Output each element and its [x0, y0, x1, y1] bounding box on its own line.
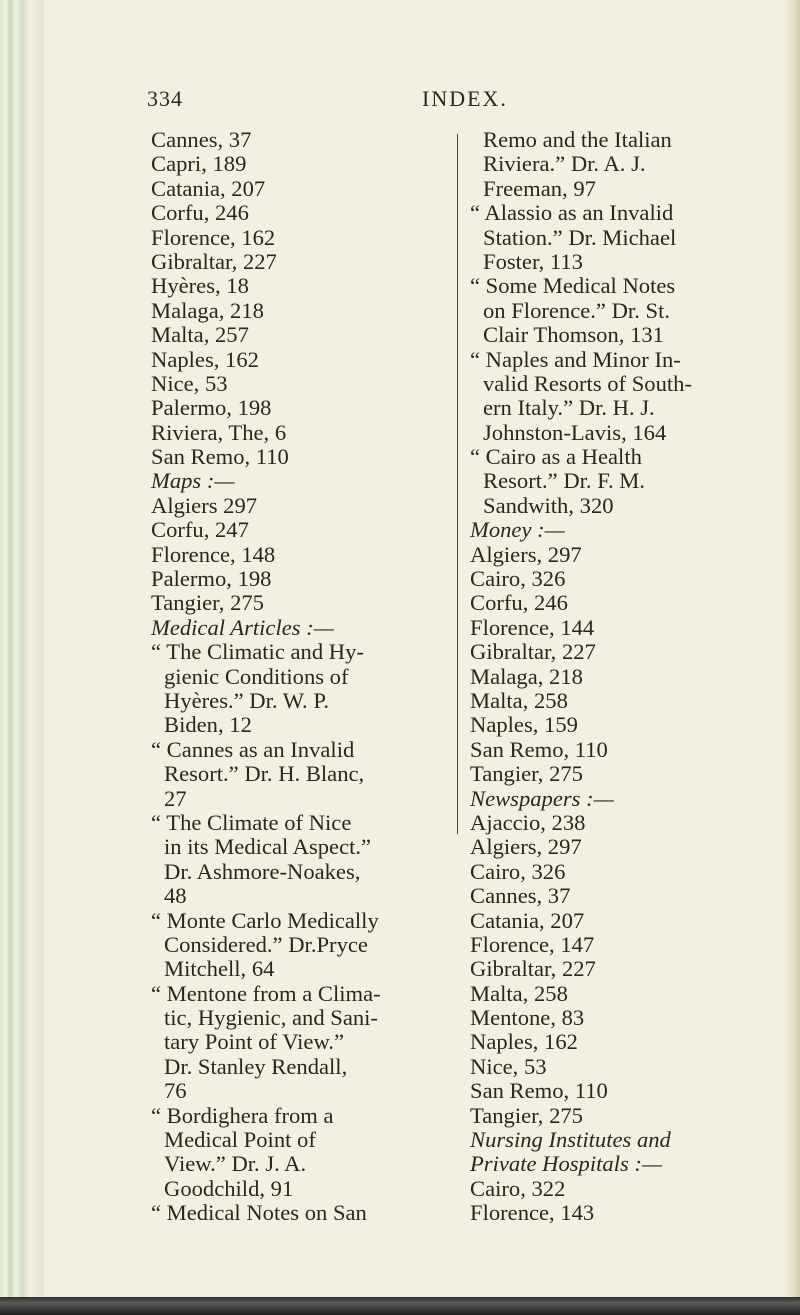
- index-heading: Maps :—: [151, 468, 235, 494]
- index-entry: Florence, 148: [151, 541, 276, 567]
- index-entry: View.” Dr. J. A.: [164, 1151, 307, 1177]
- index-entry: Hyères.” Dr. W. P.: [164, 687, 330, 713]
- index-entry: in its Medical Aspect.”: [164, 834, 372, 860]
- index-heading: Nursing Institutes and: [470, 1127, 671, 1153]
- index-entry: Gibraltar, 227: [151, 248, 277, 274]
- index-entry: Malta, 258: [470, 687, 568, 713]
- index-entry: “ Medical Notes on San: [151, 1200, 367, 1226]
- index-heading: Private Hospitals :—: [470, 1151, 663, 1177]
- index-entry: Corfu, 246: [151, 200, 249, 226]
- index-entry: Dr. Stanley Rendall,: [164, 1053, 348, 1079]
- index-entry: Malaga, 218: [151, 297, 264, 323]
- index-entry: Algiers 297: [151, 492, 258, 518]
- index-entry: Gibraltar, 227: [470, 639, 596, 665]
- index-entry: Cairo, 322: [470, 1175, 566, 1201]
- index-entry: Malta, 257: [151, 322, 249, 348]
- index-entry: Clair Thomson, 131: [483, 322, 664, 348]
- index-entry: Catania, 207: [151, 175, 266, 201]
- index-entry: Nice, 53: [151, 370, 228, 396]
- index-entry: Johnston-Lavis, 164: [483, 419, 667, 445]
- index-entry: Florence, 147: [470, 931, 595, 957]
- page-number: 334: [147, 86, 183, 111]
- index-entry: Foster, 113: [483, 248, 583, 274]
- index-entry: “ The Climatic and Hy-: [151, 639, 364, 665]
- index-entry: Goodchild, 91: [164, 1175, 294, 1201]
- index-entry: “ Mentone from a Clima-: [151, 980, 381, 1006]
- index-entry: “ Cairo as a Health: [470, 444, 642, 470]
- index-entry: Cannes, 37: [151, 127, 252, 152]
- index-entry: Naples, 159: [470, 712, 578, 738]
- index-entry: Tangier, 275: [151, 590, 264, 616]
- index-entry: “ Naples and Minor In-: [470, 346, 681, 372]
- index-entry: “ Monte Carlo Medically: [151, 907, 379, 933]
- index-entry: Palermo, 198: [151, 395, 272, 421]
- index-entry: Freeman, 97: [483, 175, 596, 201]
- page-header: [44, 86, 784, 116]
- index-entry: Dr. Ashmore-Noakes,: [164, 858, 361, 884]
- index-entry: San Remo, 110: [470, 736, 608, 762]
- index-heading: Medical Articles :—: [151, 614, 334, 640]
- index-entry: tic, Hygienic, and Sani-: [164, 1005, 378, 1031]
- index-entry: Algiers, 297: [470, 834, 582, 860]
- index-entry: Mitchell, 64: [164, 956, 275, 982]
- index-entry: Considered.” Dr.Pryce: [164, 931, 368, 957]
- index-entry: Capri, 189: [151, 151, 247, 177]
- index-entry: Nice, 53: [470, 1053, 547, 1079]
- index-entry: San Remo, 110: [151, 444, 289, 470]
- index-entry: Malta, 258: [470, 980, 568, 1006]
- index-entry: Hyères, 18: [151, 273, 249, 299]
- index-entry: 27: [164, 785, 187, 811]
- index-entry: gienic Conditions of: [164, 663, 349, 689]
- index-entry: Biden, 12: [164, 712, 252, 738]
- index-entry: Resort.” Dr. H. Blanc,: [164, 761, 365, 787]
- index-entry: Medical Point of: [164, 1127, 316, 1153]
- index-entry: Tangier, 275: [470, 1102, 583, 1128]
- index-entry: on Florence.” Dr. St.: [483, 297, 670, 323]
- index-entry: 48: [164, 883, 187, 909]
- index-entry: Corfu, 246: [470, 590, 568, 616]
- index-entry: Florence, 144: [470, 614, 595, 640]
- index-entry: Cannes, 37: [470, 883, 571, 909]
- index-entry: Resort.” Dr. F. M.: [483, 468, 645, 494]
- index-entry: valid Resorts of South-: [483, 370, 692, 396]
- column-divider: [457, 134, 458, 834]
- index-column-right: [470, 128, 798, 1226]
- index-column-left: [151, 128, 486, 1226]
- index-entry: Naples, 162: [151, 346, 259, 372]
- index-entry: “ Cannes as an Invalid: [151, 736, 355, 762]
- index-entry: Palermo, 198: [151, 566, 272, 592]
- index-entry: Corfu, 247: [151, 517, 249, 543]
- index-entry: Florence, 143: [470, 1200, 595, 1226]
- index-entry: “ The Climate of Nice: [151, 809, 352, 835]
- index-entry: Mentone, 83: [470, 1005, 585, 1031]
- index-entry: Naples, 162: [470, 1029, 578, 1055]
- page-edge: [784, 0, 800, 1297]
- index-entry: “ Alassio as an Invalid: [470, 200, 674, 226]
- index-entry: “ Bordighera from a: [151, 1102, 334, 1128]
- index-entry: ern Italy.” Dr. H. J.: [483, 395, 655, 421]
- index-entry: tary Point of View.”: [164, 1029, 344, 1055]
- index-entry: Ajaccio, 238: [470, 809, 586, 835]
- index-heading: Money :—: [470, 517, 565, 543]
- index-entry: San Remo, 110: [470, 1078, 608, 1104]
- index-entry: Catania, 207: [470, 907, 585, 933]
- book-gutter: [0, 0, 44, 1297]
- running-head: INDEX.: [422, 86, 508, 111]
- index-entry: Remo and the Italian: [483, 127, 672, 152]
- index-entry: Cairo, 326: [470, 566, 566, 592]
- index-entry: Tangier, 275: [470, 761, 583, 787]
- index-entry: Station.” Dr. Michael: [483, 224, 677, 250]
- index-entry: “ Some Medical Notes: [470, 273, 676, 299]
- index-entry: 76: [164, 1078, 187, 1104]
- index-heading: Newspapers :—: [470, 785, 614, 811]
- index-entry: Malaga, 218: [470, 663, 583, 689]
- index-entry: Cairo, 326: [470, 858, 566, 884]
- index-page: [44, 0, 784, 1297]
- index-entry: Sandwith, 320: [483, 492, 614, 518]
- index-entry: Riviera, The, 6: [151, 419, 287, 445]
- index-entry: Florence, 162: [151, 224, 276, 250]
- index-entry: Gibraltar, 227: [470, 956, 596, 982]
- index-entry: Riviera.” Dr. A. J.: [483, 151, 646, 177]
- book-cover-edge: [0, 1297, 800, 1315]
- index-entry: Algiers, 297: [470, 541, 582, 567]
